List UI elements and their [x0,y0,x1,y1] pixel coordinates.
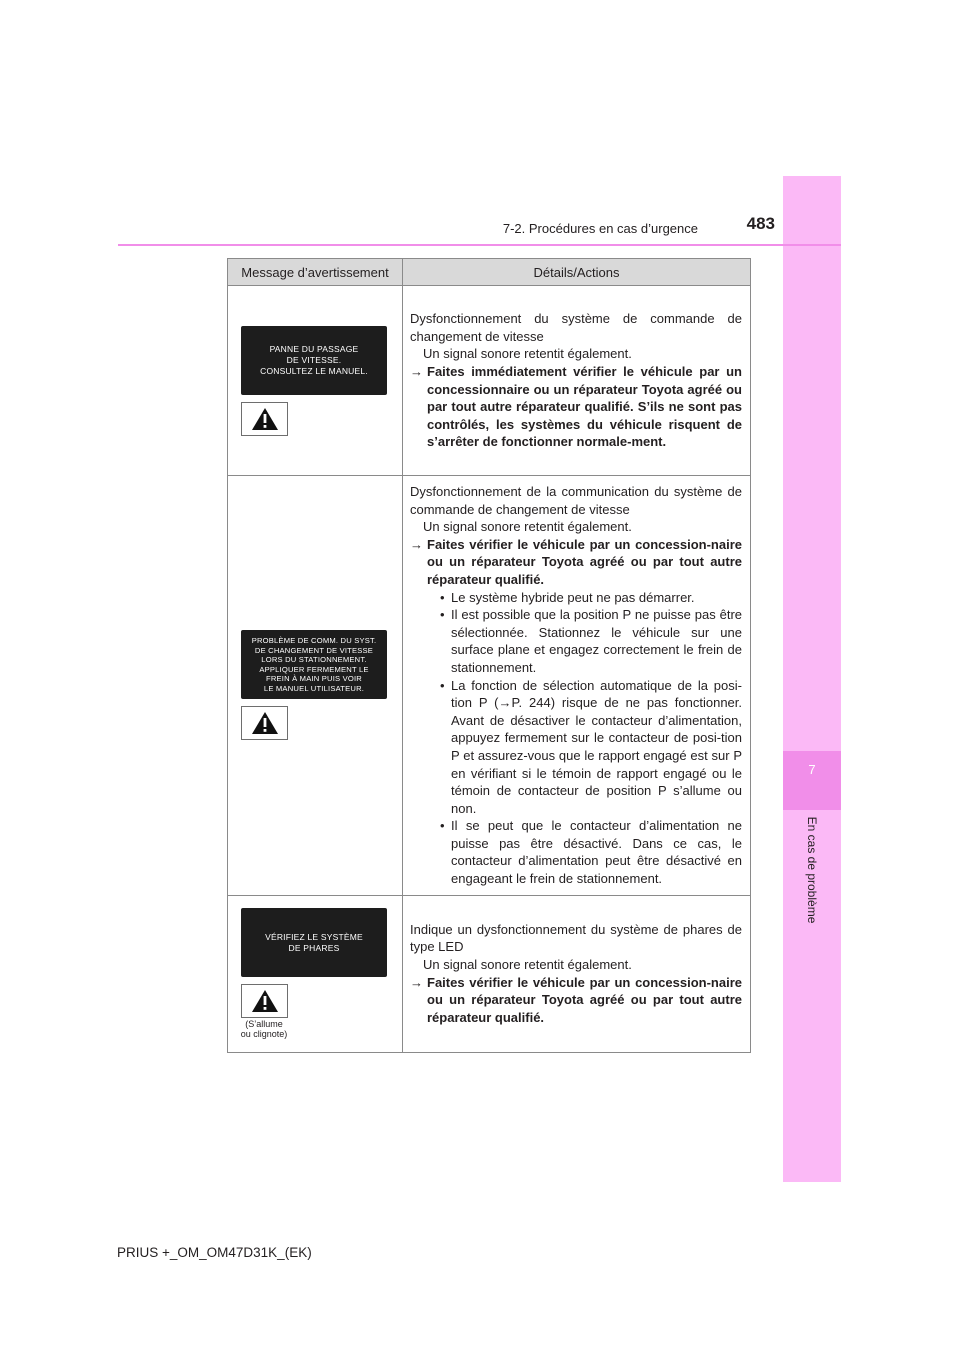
chapter-tab-strip [783,176,841,1182]
warning-triangle-icon [241,984,288,1018]
display-message-screen [241,326,387,395]
list-item: • Il se peut que le contacteur d’alimentation ne puisse pas être désactivé. Dans ce cas, le contacteur d’alimentation peut être désactivé en engageant le frein de stationnement. [440,817,742,887]
arrow-icon: → [410,536,423,552]
table-row [228,286,751,476]
screen-line: DE CHANGEMENT DE VITESSE [254,645,374,655]
screen-line: CONSULTEZ LE MANUEL. [260,365,368,376]
action-instruction [410,363,742,451]
description-text: Dysfonctionnement de la communication du système de commande de changement de vitesse [410,484,742,517]
chapter-tab-active [783,751,841,810]
message-cell [228,286,403,476]
display-message-screen [241,630,387,699]
header-rule [118,244,841,246]
display-message-screen [241,908,387,977]
screen-line: LE MANUEL UTILISATEUR. [263,684,365,694]
sound-note: Un signal sonore retentit également. [423,346,632,362]
table-row [228,476,751,896]
description-text: Indique un dysfonctionnement du système de phares de type LED [410,921,742,955]
arrow-icon: → [410,974,423,990]
table-header-row [228,259,751,286]
warning-triangle-icon [241,402,288,436]
section-title: 7-2. Procédures en cas d’urgence [502,221,698,236]
symbol-note: (S’allume ou clignote) [240,1019,288,1039]
bullet-list [410,589,742,888]
screen-line: FREIN À MAIN PUIS VOIR [266,674,362,684]
action-text: Faites vérifier le véhicule par un concession-naire ou un réparateur Toyota agréé ou par tout autre réparateur qualifié. [427,536,742,587]
screen-line: PROBLÈME DE COMM. DU SYST. [251,636,377,646]
chapter-number: 7 [808,762,816,777]
screen-line: DE PHARES [288,942,340,953]
message-cell [228,476,403,896]
list-item: • La fonction de sélection automatique de la posi-tion P (→P. 244) risque de ne pas fonctionner. Avant de désactiver le contacteur d’alimentation, appuyez fermement sur le contacteur de posi-tion P et assurez-vous que le rapport engagé est sur P en vérifiant si le témoin de rapport engagé ou le témoin de contacteur de position P s’allume ou non. [440,677,742,818]
action-instruction [410,974,742,1027]
page-number: 483 [746,214,775,233]
details-cell [403,476,751,896]
warning-message-table [227,258,751,1053]
arrow-icon: → [410,363,423,379]
column-header-message: Message d’avertissement [228,259,403,286]
screen-line: VÉRIFIEZ LE SYSTÈME [265,931,363,942]
description-text: Dysfonctionnement du système de commande de changement de vitesse [410,311,742,344]
details-cell [403,895,751,1052]
action-text: Faites immédiatement vérifier le véhicule par un concessionnaire ou un réparateur Toyota agréé ou par tout autre réparateur qualifié. S’ils ne sont pas contrôlés, les systèmes du véhicule risquent de s’arrêter de fonctionner normale-ment. [427,363,742,450]
screen-line: DE VITESSE. [286,354,342,365]
column-header-details: Détails/Actions [403,259,751,286]
action-text: Faites vérifier le véhicule par un concession-naire ou un réparateur Toyota agréé ou par tout autre réparateur qualifié. [427,974,742,1025]
screen-line: PANNE DU PASSAGE [269,343,359,354]
sound-note: Un signal sonore retentit également. [423,957,632,973]
action-instruction [410,536,742,589]
document-code: PRIUS +_OM_OM47D31K_(EK) [117,1245,312,1260]
chapter-label: En cas de problème [805,816,819,924]
list-item: • Le système hybride peut ne pas démarrer. [440,589,742,607]
message-cell [228,895,403,1052]
warning-triangle-icon [241,706,288,740]
list-item: • Il est possible que la position P ne puisse pas être sélectionnée. Stationnez le véhicule sur une surface plane et engagez correctement le frein de stationnement. [440,606,742,676]
sound-note: Un signal sonore retentit également. [423,519,632,535]
details-cell [403,286,751,476]
table-row [228,895,751,1052]
screen-line: APPLIQUER FERMEMENT LE [259,664,369,674]
screen-line: LORS DU STATIONNEMENT. [261,655,367,665]
